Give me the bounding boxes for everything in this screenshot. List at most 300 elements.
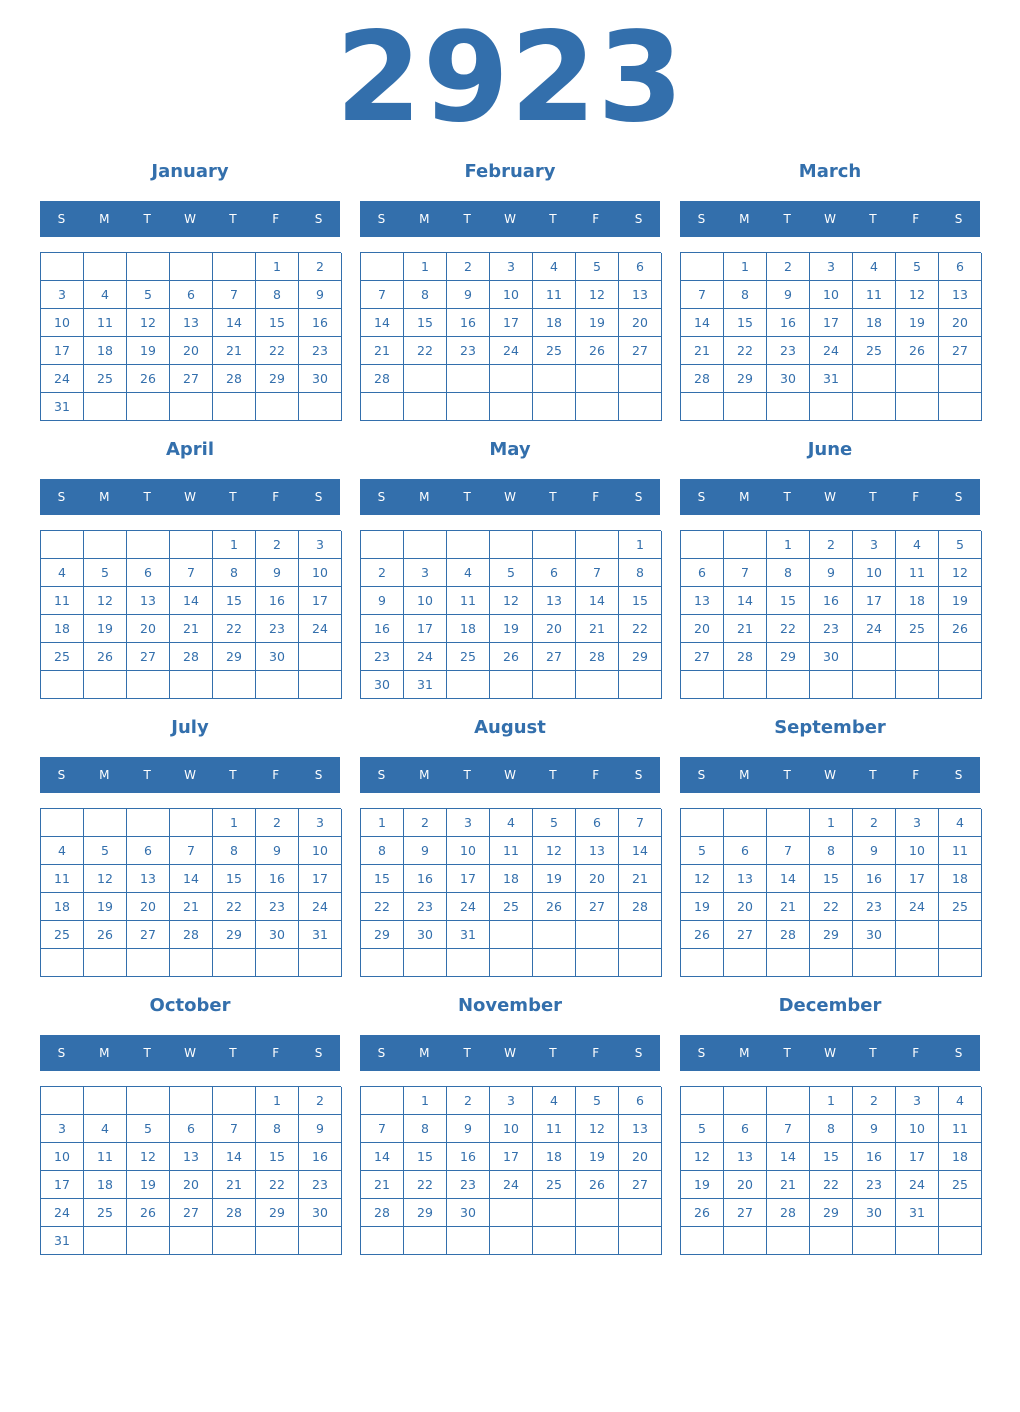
day-cell: 29: [256, 1199, 299, 1227]
day-cell: 29: [724, 365, 767, 393]
day-cell: 25: [533, 337, 576, 365]
weekday-label: W: [504, 490, 516, 504]
day-cell: 23: [256, 615, 299, 643]
day-cell: 10: [896, 837, 939, 865]
day-cell: 9: [256, 837, 299, 865]
day-cell: 23: [853, 1171, 896, 1199]
day-cell: 5: [576, 1087, 619, 1115]
day-cell: 3: [404, 559, 447, 587]
day-cell: 4: [533, 1087, 576, 1115]
day-cell: 15: [256, 309, 299, 337]
day-cell: 10: [299, 837, 342, 865]
empty-day-cell: [810, 393, 853, 421]
day-cell: 2: [447, 1087, 490, 1115]
empty-day-cell: [213, 393, 256, 421]
day-cell: 15: [724, 309, 767, 337]
empty-day-cell: [170, 809, 213, 837]
weekday-label: W: [824, 490, 836, 504]
day-cell: 24: [299, 893, 342, 921]
day-cell: 10: [810, 281, 853, 309]
weekday-label: S: [954, 1046, 963, 1060]
day-cell: 3: [853, 531, 896, 559]
empty-day-cell: [490, 365, 533, 393]
day-cell: 2: [404, 809, 447, 837]
day-cell: 4: [490, 809, 533, 837]
day-cell: 1: [213, 531, 256, 559]
empty-day-cell: [619, 671, 662, 699]
empty-day-cell: [84, 393, 127, 421]
day-cell: 18: [41, 893, 84, 921]
day-cell: 21: [213, 1171, 256, 1199]
empty-day-cell: [490, 531, 533, 559]
day-cell: 7: [619, 809, 662, 837]
weekday-label: T: [463, 490, 471, 504]
day-cell: 20: [576, 865, 619, 893]
empty-day-cell: [127, 1087, 170, 1115]
month-name: April: [165, 439, 215, 460]
day-cell: 17: [896, 865, 939, 893]
day-cell: 26: [84, 643, 127, 671]
day-cell: 5: [84, 559, 127, 587]
weekday-label: W: [184, 490, 196, 504]
day-cell: 15: [619, 587, 662, 615]
weekday-label: S: [57, 768, 66, 782]
day-cell: 14: [213, 1143, 256, 1171]
day-cell: 28: [767, 1199, 810, 1227]
day-cell: 30: [256, 643, 299, 671]
empty-day-cell: [767, 809, 810, 837]
day-cell: 18: [490, 865, 533, 893]
day-cell: 10: [490, 1115, 533, 1143]
day-cell: 29: [767, 643, 810, 671]
weekday-label: T: [229, 1046, 237, 1060]
weekday-label: S: [634, 1046, 643, 1060]
day-cell: 22: [361, 893, 404, 921]
day-cell: 12: [127, 1143, 170, 1171]
empty-day-cell: [939, 921, 982, 949]
day-grid: [360, 808, 661, 977]
day-cell: 21: [213, 337, 256, 365]
day-cell: 9: [767, 281, 810, 309]
day-cell: 1: [810, 1087, 853, 1115]
empty-day-cell: [170, 531, 213, 559]
day-cell: 17: [41, 337, 84, 365]
weekday-label: S: [57, 212, 66, 226]
empty-day-cell: [681, 671, 724, 699]
day-cell: 2: [767, 253, 810, 281]
day-cell: 16: [853, 865, 896, 893]
day-cell: 10: [41, 309, 84, 337]
weekday-label: T: [229, 212, 237, 226]
empty-day-cell: [299, 671, 342, 699]
day-cell: 17: [490, 309, 533, 337]
weekday-label: F: [912, 212, 920, 226]
day-cell: 8: [724, 281, 767, 309]
empty-day-cell: [896, 949, 939, 977]
weekday-header: [360, 479, 660, 515]
empty-day-cell: [853, 365, 896, 393]
empty-day-cell: [939, 671, 982, 699]
day-grid: [680, 808, 981, 977]
day-cell: 15: [767, 587, 810, 615]
empty-day-cell: [767, 1087, 810, 1115]
day-cell: 23: [299, 337, 342, 365]
day-cell: 30: [767, 365, 810, 393]
day-cell: 1: [810, 809, 853, 837]
empty-day-cell: [299, 643, 342, 671]
empty-day-cell: [810, 671, 853, 699]
empty-day-cell: [41, 1087, 84, 1115]
weekday-label: S: [314, 212, 323, 226]
empty-day-cell: [127, 671, 170, 699]
day-cell: 17: [490, 1143, 533, 1171]
empty-day-cell: [84, 949, 127, 977]
weekday-label: S: [954, 212, 963, 226]
day-grid: [40, 530, 341, 699]
empty-day-cell: [41, 253, 84, 281]
empty-day-cell: [127, 949, 170, 977]
day-cell: 21: [619, 865, 662, 893]
day-cell: 21: [576, 615, 619, 643]
empty-day-cell: [896, 1227, 939, 1255]
day-cell: 10: [404, 587, 447, 615]
weekday-label: W: [824, 212, 836, 226]
day-cell: 18: [533, 309, 576, 337]
month-name: May: [489, 439, 531, 460]
day-cell: 20: [170, 1171, 213, 1199]
day-grid: [360, 1086, 661, 1255]
empty-day-cell: [170, 1087, 213, 1115]
empty-day-cell: [361, 393, 404, 421]
weekday-label: T: [229, 490, 237, 504]
day-cell: 3: [447, 809, 490, 837]
day-cell: 15: [256, 1143, 299, 1171]
day-cell: 29: [213, 921, 256, 949]
day-cell: 17: [299, 587, 342, 615]
day-cell: 28: [576, 643, 619, 671]
weekday-label: F: [592, 490, 600, 504]
empty-day-cell: [576, 1199, 619, 1227]
day-cell: 20: [127, 615, 170, 643]
day-cell: 23: [256, 893, 299, 921]
day-cell: 3: [41, 1115, 84, 1143]
day-cell: 27: [724, 921, 767, 949]
day-cell: 19: [896, 309, 939, 337]
day-cell: 16: [810, 587, 853, 615]
empty-day-cell: [447, 671, 490, 699]
day-cell: 7: [724, 559, 767, 587]
empty-day-cell: [256, 671, 299, 699]
day-cell: 22: [404, 1171, 447, 1199]
weekday-label: S: [314, 768, 323, 782]
empty-day-cell: [896, 365, 939, 393]
empty-day-cell: [896, 671, 939, 699]
empty-day-cell: [127, 253, 170, 281]
weekday-header: [680, 757, 980, 793]
day-cell: 4: [41, 837, 84, 865]
day-cell: 24: [490, 337, 533, 365]
empty-day-cell: [853, 949, 896, 977]
weekday-label: T: [549, 768, 557, 782]
day-cell: 25: [896, 615, 939, 643]
weekday-header: [680, 1035, 980, 1071]
day-cell: 2: [361, 559, 404, 587]
weekday-header: [40, 757, 340, 793]
day-cell: 3: [299, 809, 342, 837]
weekday-label: F: [272, 768, 280, 782]
day-cell: 22: [724, 337, 767, 365]
day-cell: 29: [619, 643, 662, 671]
day-cell: 7: [767, 837, 810, 865]
day-cell: 17: [404, 615, 447, 643]
day-cell: 20: [724, 893, 767, 921]
day-cell: 7: [170, 559, 213, 587]
day-cell: 6: [724, 837, 767, 865]
day-cell: 22: [213, 615, 256, 643]
weekday-label: S: [697, 490, 706, 504]
day-cell: 5: [127, 1115, 170, 1143]
day-cell: 9: [256, 559, 299, 587]
day-cell: 28: [361, 365, 404, 393]
weekday-label: S: [697, 1046, 706, 1060]
day-cell: 1: [767, 531, 810, 559]
empty-day-cell: [619, 1227, 662, 1255]
empty-day-cell: [576, 1227, 619, 1255]
day-cell: 5: [127, 281, 170, 309]
day-cell: 24: [490, 1171, 533, 1199]
day-cell: 8: [361, 837, 404, 865]
day-cell: 24: [299, 615, 342, 643]
day-cell: 4: [84, 1115, 127, 1143]
empty-day-cell: [41, 671, 84, 699]
weekday-label: T: [549, 1046, 557, 1060]
day-cell: 17: [853, 587, 896, 615]
empty-day-cell: [853, 643, 896, 671]
day-cell: 28: [724, 643, 767, 671]
day-grid: [680, 252, 981, 421]
day-cell: 7: [767, 1115, 810, 1143]
day-cell: 10: [447, 837, 490, 865]
weekday-label: M: [99, 490, 110, 504]
empty-day-cell: [681, 1227, 724, 1255]
day-cell: 19: [681, 893, 724, 921]
weekday-label: T: [143, 212, 151, 226]
day-cell: 27: [619, 1171, 662, 1199]
day-cell: 19: [576, 309, 619, 337]
empty-day-cell: [213, 671, 256, 699]
empty-day-cell: [576, 531, 619, 559]
day-cell: 12: [576, 281, 619, 309]
day-cell: 1: [213, 809, 256, 837]
empty-day-cell: [361, 949, 404, 977]
day-cell: 9: [404, 837, 447, 865]
day-cell: 13: [681, 587, 724, 615]
empty-day-cell: [533, 365, 576, 393]
empty-day-cell: [681, 393, 724, 421]
weekday-label: S: [697, 768, 706, 782]
day-cell: 9: [853, 1115, 896, 1143]
day-cell: 24: [41, 1199, 84, 1227]
day-cell: 2: [299, 253, 342, 281]
day-cell: 11: [853, 281, 896, 309]
empty-day-cell: [447, 393, 490, 421]
empty-day-cell: [361, 1087, 404, 1115]
day-cell: 12: [896, 281, 939, 309]
empty-day-cell: [724, 949, 767, 977]
day-cell: 16: [361, 615, 404, 643]
day-cell: 13: [170, 309, 213, 337]
day-cell: 6: [724, 1115, 767, 1143]
day-cell: 24: [853, 615, 896, 643]
day-cell: 20: [939, 309, 982, 337]
weekday-label: F: [592, 212, 600, 226]
empty-day-cell: [127, 1227, 170, 1255]
day-cell: 5: [681, 1115, 724, 1143]
weekday-label: T: [463, 768, 471, 782]
empty-day-cell: [404, 1227, 447, 1255]
weekday-label: T: [463, 1046, 471, 1060]
empty-day-cell: [767, 671, 810, 699]
day-cell: 4: [447, 559, 490, 587]
month-name: March: [798, 161, 862, 182]
day-cell: 11: [490, 837, 533, 865]
day-cell: 12: [490, 587, 533, 615]
day-cell: 26: [84, 921, 127, 949]
day-cell: 1: [256, 253, 299, 281]
empty-day-cell: [767, 393, 810, 421]
empty-day-cell: [576, 393, 619, 421]
empty-day-cell: [896, 643, 939, 671]
empty-day-cell: [361, 1227, 404, 1255]
empty-day-cell: [447, 365, 490, 393]
day-cell: 4: [939, 1087, 982, 1115]
day-grid: [680, 530, 981, 699]
weekday-label: T: [869, 768, 877, 782]
day-cell: 18: [84, 1171, 127, 1199]
empty-day-cell: [681, 253, 724, 281]
day-cell: 2: [853, 1087, 896, 1115]
day-cell: 19: [576, 1143, 619, 1171]
weekday-header: [40, 201, 340, 237]
day-cell: 17: [810, 309, 853, 337]
day-cell: 7: [213, 1115, 256, 1143]
day-cell: 24: [896, 1171, 939, 1199]
day-cell: 25: [84, 365, 127, 393]
day-grid: [360, 530, 661, 699]
empty-day-cell: [533, 671, 576, 699]
day-cell: 4: [896, 531, 939, 559]
day-cell: 1: [404, 253, 447, 281]
day-cell: 18: [939, 865, 982, 893]
day-cell: 20: [127, 893, 170, 921]
day-cell: 5: [681, 837, 724, 865]
day-cell: 21: [767, 893, 810, 921]
weekday-label: S: [314, 490, 323, 504]
weekday-header: [680, 201, 980, 237]
day-cell: 24: [896, 893, 939, 921]
empty-day-cell: [41, 949, 84, 977]
day-cell: 28: [170, 921, 213, 949]
day-cell: 20: [533, 615, 576, 643]
day-cell: 8: [404, 1115, 447, 1143]
day-cell: 6: [127, 837, 170, 865]
day-cell: 11: [84, 1143, 127, 1171]
day-cell: 12: [681, 1143, 724, 1171]
day-cell: 10: [299, 559, 342, 587]
day-cell: 22: [619, 615, 662, 643]
empty-day-cell: [853, 671, 896, 699]
day-cell: 18: [533, 1143, 576, 1171]
day-cell: 11: [939, 837, 982, 865]
day-cell: 11: [533, 281, 576, 309]
day-cell: 11: [41, 865, 84, 893]
day-cell: 21: [681, 337, 724, 365]
day-cell: 8: [256, 281, 299, 309]
day-cell: 23: [447, 337, 490, 365]
day-cell: 11: [84, 309, 127, 337]
empty-day-cell: [533, 531, 576, 559]
empty-day-cell: [404, 949, 447, 977]
day-cell: 4: [533, 253, 576, 281]
day-cell: 1: [404, 1087, 447, 1115]
day-cell: 12: [127, 309, 170, 337]
weekday-label: W: [504, 768, 516, 782]
day-cell: 29: [810, 1199, 853, 1227]
day-cell: 19: [490, 615, 533, 643]
day-cell: 21: [724, 615, 767, 643]
weekday-header: [40, 479, 340, 515]
day-cell: 19: [84, 615, 127, 643]
weekday-label: F: [912, 768, 920, 782]
day-cell: 14: [724, 587, 767, 615]
day-cell: 5: [490, 559, 533, 587]
day-cell: 26: [681, 921, 724, 949]
day-cell: 15: [213, 865, 256, 893]
day-cell: 1: [256, 1087, 299, 1115]
day-cell: 13: [170, 1143, 213, 1171]
day-cell: 4: [84, 281, 127, 309]
day-cell: 30: [404, 921, 447, 949]
day-cell: 11: [447, 587, 490, 615]
day-cell: 27: [170, 1199, 213, 1227]
month-name: June: [807, 439, 853, 460]
day-cell: 26: [576, 1171, 619, 1199]
empty-day-cell: [810, 1227, 853, 1255]
weekday-label: M: [739, 212, 750, 226]
weekday-label: S: [377, 768, 386, 782]
weekday-label: M: [739, 1046, 750, 1060]
day-cell: 7: [681, 281, 724, 309]
day-cell: 19: [681, 1171, 724, 1199]
day-cell: 3: [490, 1087, 533, 1115]
weekday-label: S: [57, 490, 66, 504]
day-cell: 10: [853, 559, 896, 587]
day-cell: 15: [361, 865, 404, 893]
day-cell: 19: [127, 337, 170, 365]
empty-day-cell: [724, 809, 767, 837]
empty-day-cell: [361, 531, 404, 559]
day-cell: 25: [41, 643, 84, 671]
day-cell: 14: [767, 1143, 810, 1171]
day-cell: 16: [767, 309, 810, 337]
empty-day-cell: [576, 949, 619, 977]
weekday-header: [40, 1035, 340, 1071]
weekday-label: W: [824, 768, 836, 782]
day-cell: 27: [939, 337, 982, 365]
weekday-label: W: [184, 212, 196, 226]
day-cell: 20: [724, 1171, 767, 1199]
day-cell: 6: [170, 1115, 213, 1143]
